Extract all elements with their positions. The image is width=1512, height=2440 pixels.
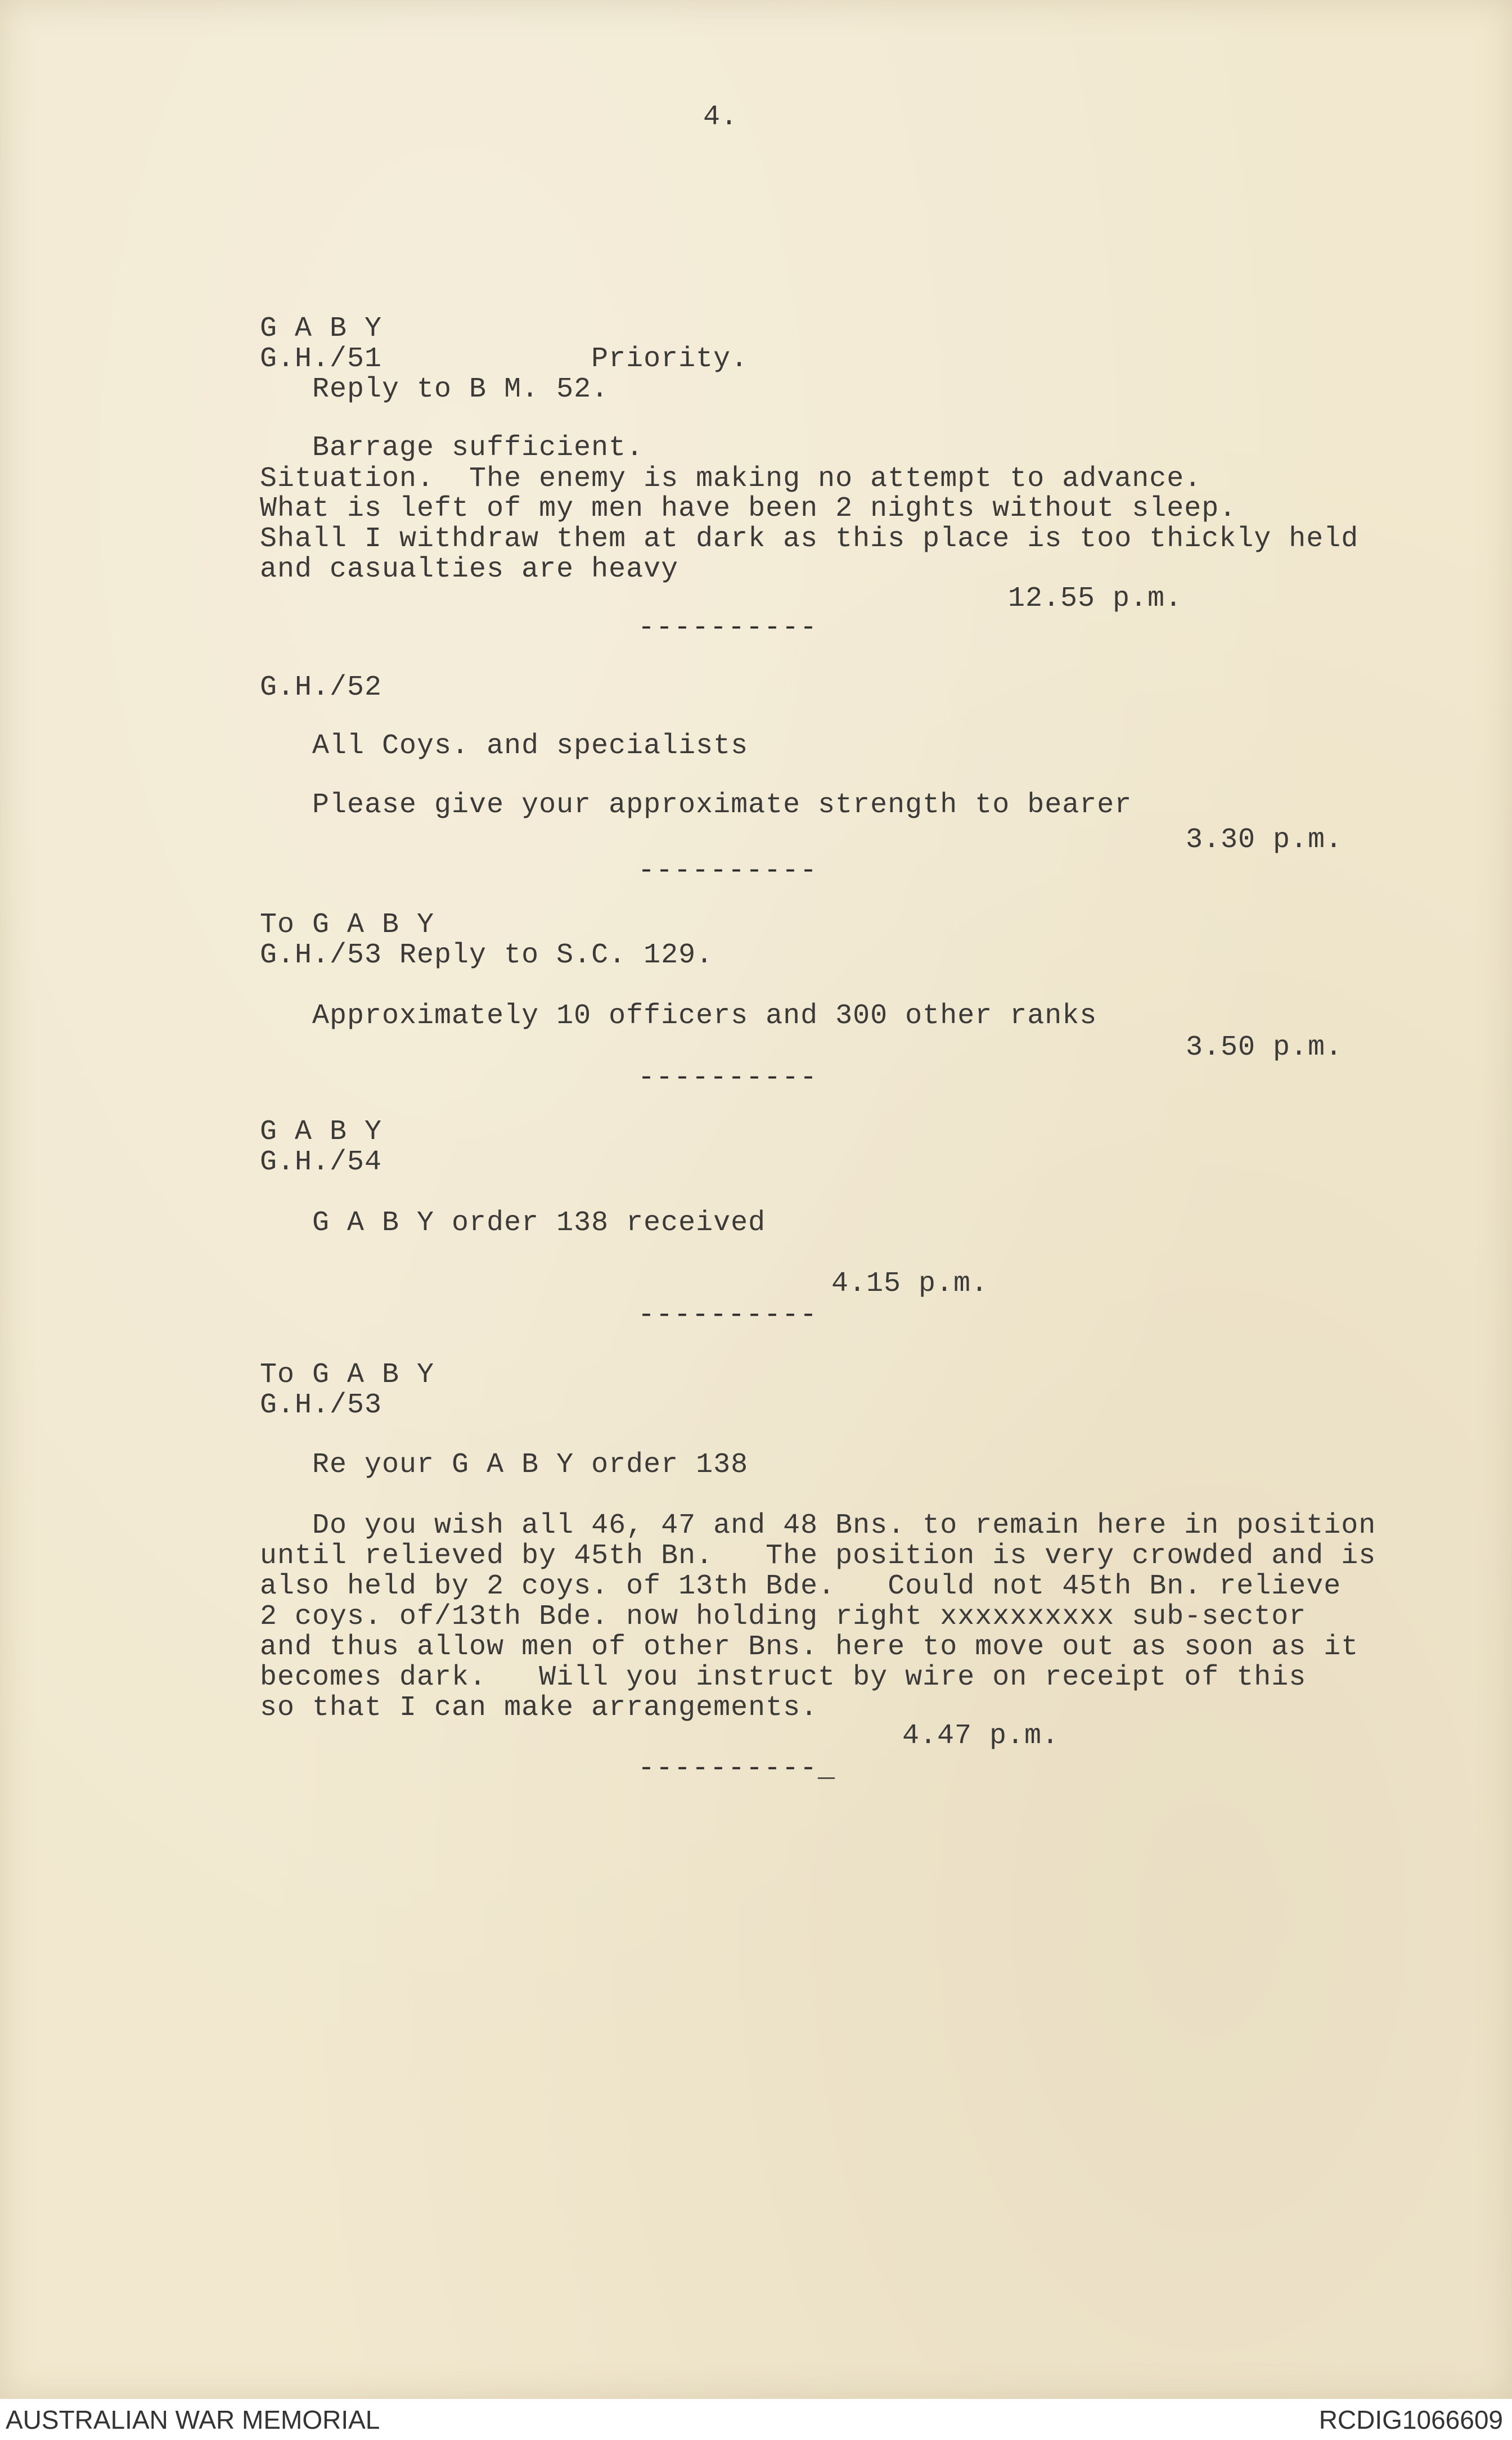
page-number: 4.	[703, 101, 739, 133]
message-line: What is left of my men have been 2 nights without sleep.	[260, 493, 1237, 525]
message-line: 2 coys. of/13th Bde. now holding right xxxxxxxxxx sub-sector	[260, 1601, 1307, 1633]
message-line: To G A B Y	[260, 1359, 435, 1391]
message-line: Shall I withdraw them at dark as this place is too thickly held	[260, 523, 1359, 555]
separator: ----------_	[638, 1753, 836, 1785]
message-line: becomes dark. Will you instruct by wire on receipt of this	[260, 1662, 1307, 1694]
separator: ----------	[638, 612, 818, 644]
message-line: Approximately 10 officers and 300 other ranks	[260, 1000, 1097, 1032]
separator: ----------	[638, 1062, 818, 1094]
footer-institution: AUSTRALIAN WAR MEMORIAL	[6, 2405, 380, 2434]
message-line: G.H./53	[260, 1389, 382, 1421]
message-line: To G A B Y	[260, 909, 435, 941]
message-line: Re your G A B Y order 138	[260, 1449, 749, 1481]
message-line: G A B Y order 138 received	[260, 1207, 766, 1239]
separator: ----------	[638, 855, 818, 887]
footer-reference-id: RCDIG1066609	[1318, 2405, 1503, 2434]
message-line: Barrage sufficient.	[260, 432, 644, 464]
message-line: G.H./53 Reply to S.C. 129.	[260, 939, 714, 971]
message-line: Please give your approximate strength to bearer	[260, 789, 1132, 821]
message-line: Do you wish all 46, 47 and 48 Bns. to remain here in position	[260, 1510, 1376, 1542]
message-line: and thus allow men of other Bns. here to move out as soon as it	[260, 1631, 1359, 1663]
message-time: 3.50 p.m.	[1186, 1032, 1343, 1064]
message-line: and casualties are heavy	[260, 553, 679, 586]
message-line: until relieved by 45th Bn. The position is very crowded and is	[260, 1540, 1376, 1572]
message-time: 12.55 p.m.	[1008, 583, 1183, 615]
message-line: G A B Y	[260, 313, 382, 345]
message-line: Reply to B M. 52.	[260, 373, 609, 406]
message-line: also held by 2 coys. of 13th Bde. Could not 45th Bn. relieve	[260, 1570, 1342, 1602]
message-line: G A B Y	[260, 1116, 382, 1148]
message-time: 4.47 p.m.	[902, 1720, 1060, 1752]
message-line: G.H./52	[260, 672, 382, 704]
message-line: Situation. The enemy is making no attempt to advance.	[260, 463, 1202, 495]
separator: ----------	[638, 1299, 818, 1331]
message-line: so that I can make arrangements.	[260, 1692, 818, 1724]
message-line: G.H./54	[260, 1146, 382, 1178]
message-time: 3.30 p.m.	[1186, 824, 1343, 856]
message-line: G.H./51 Priority.	[260, 343, 749, 375]
message-line: All Coys. and specialists	[260, 730, 749, 762]
message-time: 4.15 p.m.	[831, 1268, 989, 1300]
